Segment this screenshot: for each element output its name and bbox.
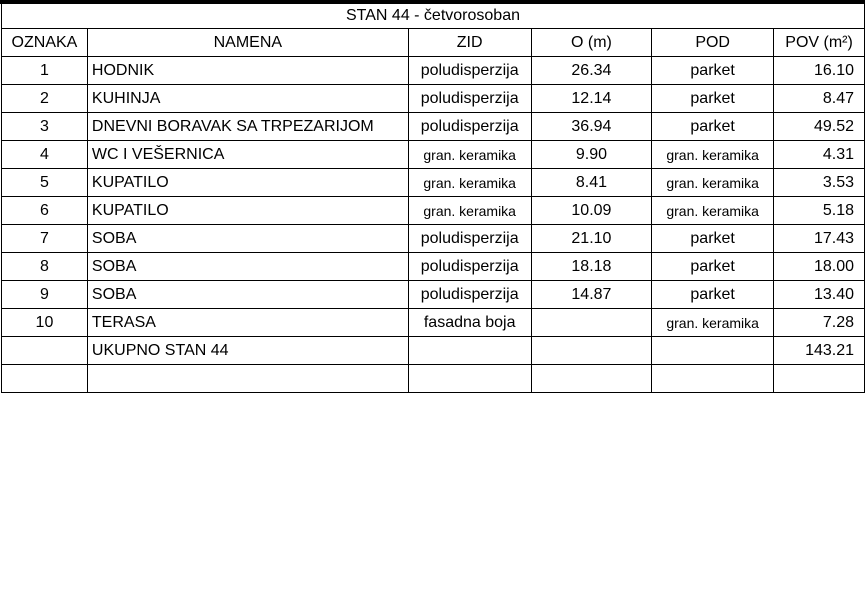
cell-pod: parket	[652, 281, 774, 309]
table-row	[2, 85, 865, 113]
cell-pod: gran. keramika	[652, 141, 774, 169]
cell-oznaka: 1	[2, 57, 88, 85]
cell-pov: 49.52	[774, 113, 865, 141]
cell-zid: fasadna boja	[408, 309, 531, 337]
cell-namena: SOBA	[87, 225, 408, 253]
cell-oznaka: 9	[2, 281, 88, 309]
empty-cell	[408, 365, 531, 393]
header-row	[2, 29, 865, 57]
cell-namena: KUPATILO	[87, 169, 408, 197]
empty-row	[2, 365, 865, 393]
total-row	[2, 337, 865, 365]
table-row	[2, 309, 865, 337]
cell-oznaka: 7	[2, 225, 88, 253]
table-title: STAN 44 - četvorosoban	[2, 4, 865, 29]
cell-oznaka	[2, 337, 88, 365]
cell-pov: 16.10	[774, 57, 865, 85]
room-schedule-table	[1, 3, 865, 393]
empty-cell	[531, 365, 652, 393]
header-zid: ZID	[408, 29, 531, 57]
cell-namena: KUPATILO	[87, 197, 408, 225]
cell-oznaka: 4	[2, 141, 88, 169]
table-title-row	[2, 4, 865, 29]
cell-pov: 17.43	[774, 225, 865, 253]
cell-zid: poludisperzija	[408, 281, 531, 309]
empty-cell	[87, 365, 408, 393]
cell-zid: poludisperzija	[408, 85, 531, 113]
cell-oznaka: 6	[2, 197, 88, 225]
header-o: O (m)	[531, 29, 652, 57]
empty-cell	[652, 365, 774, 393]
cell-namena: TERASA	[87, 309, 408, 337]
cell-zid: gran. keramika	[408, 141, 531, 169]
cell-pov: 18.00	[774, 253, 865, 281]
cell-zid	[408, 337, 531, 365]
cell-pod: gran. keramika	[652, 309, 774, 337]
header-pov: POV (m²)	[774, 29, 865, 57]
table-row	[2, 169, 865, 197]
cell-pov: 8.47	[774, 85, 865, 113]
cell-o: 14.87	[531, 281, 652, 309]
cell-pod: parket	[652, 57, 774, 85]
cell-oznaka: 5	[2, 169, 88, 197]
cell-pod: gran. keramika	[652, 197, 774, 225]
cell-namena: SOBA	[87, 281, 408, 309]
empty-cell	[2, 365, 88, 393]
cell-namena: KUHINJA	[87, 85, 408, 113]
cell-o: 18.18	[531, 253, 652, 281]
cell-oznaka: 3	[2, 113, 88, 141]
cell-pov: 3.53	[774, 169, 865, 197]
total-label: UKUPNO STAN 44	[87, 337, 408, 365]
cell-o: 12.14	[531, 85, 652, 113]
cell-zid: poludisperzija	[408, 57, 531, 85]
cell-pod: parket	[652, 85, 774, 113]
table-row	[2, 281, 865, 309]
cell-o: 9.90	[531, 141, 652, 169]
total-pov: 143.21	[774, 337, 865, 365]
cell-o: 10.09	[531, 197, 652, 225]
cell-o: 8.41	[531, 169, 652, 197]
header-pod: POD	[652, 29, 774, 57]
cell-oznaka: 10	[2, 309, 88, 337]
cell-zid: poludisperzija	[408, 225, 531, 253]
cell-pod: parket	[652, 253, 774, 281]
cell-oznaka: 2	[2, 85, 88, 113]
table-row	[2, 225, 865, 253]
cell-pod: parket	[652, 225, 774, 253]
cell-zid: poludisperzija	[408, 253, 531, 281]
cell-o	[531, 309, 652, 337]
cell-o	[531, 337, 652, 365]
table-row	[2, 197, 865, 225]
table-row	[2, 57, 865, 85]
cell-pod: gran. keramika	[652, 169, 774, 197]
cell-o: 26.34	[531, 57, 652, 85]
table-row	[2, 113, 865, 141]
table-row	[2, 253, 865, 281]
cell-oznaka: 8	[2, 253, 88, 281]
empty-cell	[774, 365, 865, 393]
cell-zid: poludisperzija	[408, 113, 531, 141]
cell-pod: parket	[652, 113, 774, 141]
cell-o: 21.10	[531, 225, 652, 253]
cell-pov: 13.40	[774, 281, 865, 309]
cell-namena: WC I VEŠERNICA	[87, 141, 408, 169]
header-namena: NAMENA	[87, 29, 408, 57]
header-oznaka: OZNAKA	[2, 29, 88, 57]
cell-namena: HODNIK	[87, 57, 408, 85]
cell-pov: 5.18	[774, 197, 865, 225]
cell-pod	[652, 337, 774, 365]
cell-o: 36.94	[531, 113, 652, 141]
table-row	[2, 141, 865, 169]
cell-namena: SOBA	[87, 253, 408, 281]
cell-namena: DNEVNI BORAVAK SA TRPEZARIJOM	[87, 113, 408, 141]
cell-pov: 4.31	[774, 141, 865, 169]
cell-zid: gran. keramika	[408, 169, 531, 197]
cell-pov: 7.28	[774, 309, 865, 337]
cell-zid: gran. keramika	[408, 197, 531, 225]
